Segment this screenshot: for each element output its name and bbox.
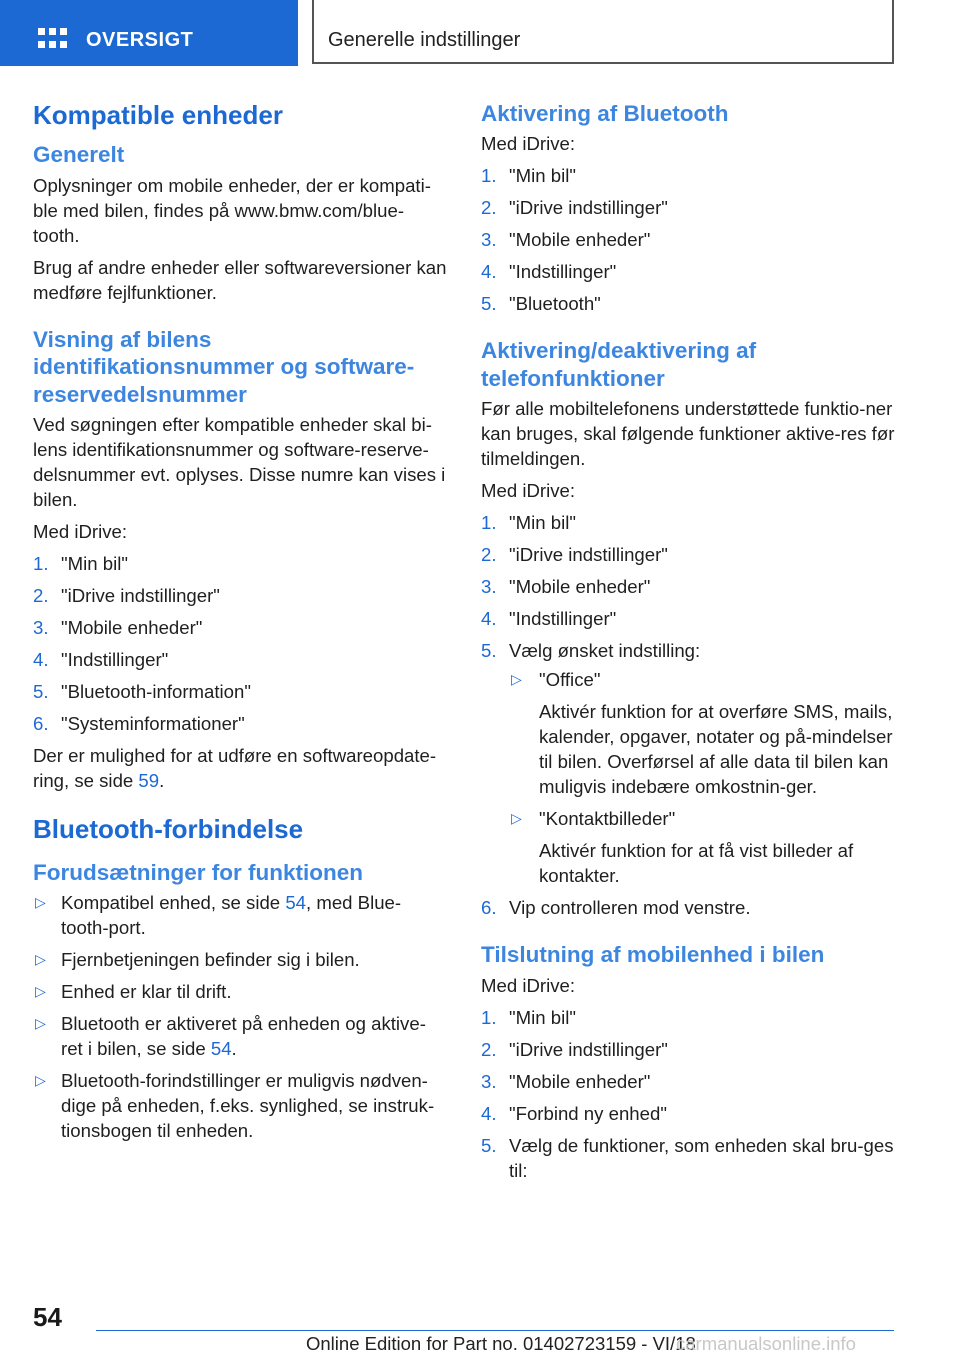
heading-telefonfunktioner: Aktivering/deaktivering af telefonfunktioner bbox=[481, 338, 757, 391]
list-item: ▷ Bluetooth-forindstillinger er muligvis nødven-dige på enheden, f.eks. synlighed, se instruk-tionsbogen til enheden. bbox=[35, 1070, 435, 1142]
option-description: Aktivér funktion for at få vist billeder af kontakter. bbox=[539, 840, 854, 887]
page-link[interactable]: 54 bbox=[210, 1038, 232, 1060]
triangle-bullet-icon: ▷ bbox=[35, 894, 46, 911]
list-item: 4. "Indstillinger" bbox=[33, 648, 169, 670]
page-number: 54 bbox=[33, 1302, 62, 1332]
paragraph: Der er mulighed for at udføre en softwareopdate-ring, se side 59. bbox=[33, 744, 437, 791]
list-item: 1. "Min bil" bbox=[481, 165, 576, 187]
paragraph: Ved søgningen efter kompatible enheder skal bi-lens identifikationsnummer og software-reserve-delsnummer evt. oplyses. Disse numre kan vises i bilen. bbox=[33, 413, 446, 510]
top-navigation bbox=[0, 0, 960, 66]
section-tab[interactable] bbox=[312, 0, 894, 64]
right-column bbox=[481, 100, 897, 1190]
list-item: ▷ Bluetooth er aktiveret på enheden og aktive-ret i bilen, se side 54. bbox=[35, 1013, 426, 1060]
list-item: 3. "Mobile enheder" bbox=[481, 576, 651, 598]
list-item: 2. "iDrive indstillinger" bbox=[481, 1038, 668, 1060]
list-item: 6. "Systeminformationer" bbox=[33, 712, 245, 734]
section-label: Generelle indstillinger bbox=[328, 29, 521, 51]
list-item: 3. "Mobile enheder" bbox=[33, 616, 203, 638]
heading-forudsaetninger: Forudsætninger for funktionen bbox=[33, 859, 363, 885]
paragraph: Med iDrive: bbox=[481, 480, 576, 502]
page-link[interactable]: 54 bbox=[285, 892, 306, 914]
list-item: 1. "Min bil" bbox=[481, 1006, 576, 1028]
paragraph: Med iDrive: bbox=[481, 974, 576, 996]
steps-list-aktivering bbox=[481, 163, 897, 316]
overview-tab[interactable] bbox=[0, 0, 298, 66]
list-item: 5. "Bluetooth" bbox=[481, 293, 601, 315]
heading-aktivering: Aktivering af Bluetooth bbox=[481, 101, 729, 126]
paragraph: Før alle mobiltelefonens understøttede funktio-ner kan bruges, skal følgende funktioner aktive-res før tilmeldingen. bbox=[481, 398, 895, 470]
list-item: 1. "Min bil" bbox=[33, 552, 128, 574]
paragraph: Oplysninger om mobile enheder, der er kompati-ble med bilen, findes på www.bmw.com/blue-tooth. bbox=[33, 174, 431, 246]
triangle-bullet-icon: ▷ bbox=[511, 810, 522, 827]
list-item: 3. "Mobile enheder" bbox=[481, 229, 651, 251]
steps-list-tilslutning bbox=[481, 1005, 897, 1183]
triangle-bullet-icon: ▷ bbox=[35, 1072, 46, 1089]
list-item: 4. "Indstillinger" bbox=[481, 261, 617, 283]
edition-text: Online Edition for Part no. 01402723159 - VI/18 bbox=[306, 1333, 696, 1354]
list-item: 2. "iDrive indstillinger" bbox=[481, 544, 668, 566]
list-item: 5. "Bluetooth-information" bbox=[33, 680, 251, 702]
section-title-bluetooth: Bluetooth-forbindelse bbox=[33, 813, 304, 844]
list-item: ▷ Kompatibel enhed, se side 54, med Blue-tooth-port. bbox=[35, 892, 402, 939]
footer-divider bbox=[96, 1330, 894, 1331]
steps-list-telefon bbox=[481, 510, 897, 920]
heading-tilslutning: Tilslutning af mobilenhed i bilen bbox=[481, 942, 825, 968]
heading-visning: Visning af bilens identifikationsnummer og software-reservedelsnummer bbox=[33, 326, 415, 407]
option-item-kontaktbilleder: ▷ "Kontaktbilleder" Aktivér funktion for at få vist billeder af kontakter. bbox=[509, 806, 897, 888]
list-item: 2. "iDrive indstillinger" bbox=[481, 197, 668, 219]
list-item: 2. "iDrive indstillinger" bbox=[33, 584, 220, 606]
list-item: ▷ Enhed er klar til drift. bbox=[35, 981, 232, 1003]
option-description: Aktivér funktion for at overføre SMS, mails, kalender, opgaver, notater og på-mindelser til bilen. Overførsel af alle data til bilen kan muligvis indebære omkostnin-ger. bbox=[539, 701, 893, 798]
list-item: 5. Vælg de funktioner, som enheden skal bru-ges til: bbox=[481, 1134, 894, 1181]
triangle-bullet-icon: ▷ bbox=[35, 1015, 46, 1032]
list-item: 3. "Mobile enheder" bbox=[481, 1070, 651, 1092]
heading-generelt: Generelt bbox=[33, 142, 125, 168]
watermark: carmanualsonline.info bbox=[676, 1333, 856, 1354]
triangle-bullet-icon: ▷ bbox=[35, 983, 46, 1000]
page-link[interactable]: 59 bbox=[138, 769, 160, 791]
page-title: Kompatible enheder bbox=[33, 100, 283, 130]
option-item-office: ▷ "Office" Aktivér funktion for at overføre SMS, mails, kalender, opgaver, notater og på-mindelser til bilen. Overførsel af alle data til bilen kan muligvis indebære omkostnin-ger. bbox=[509, 667, 897, 799]
list-item: 4. "Forbind ny enhed" bbox=[481, 1102, 667, 1124]
triangle-bullet-icon: ▷ bbox=[511, 671, 522, 688]
paragraph: Med iDrive: bbox=[481, 133, 576, 155]
requirements-list bbox=[33, 890, 447, 1143]
paragraph: Brug af andre enheder eller softwareversioner kan medføre fejlfunktioner. bbox=[33, 256, 447, 303]
option-list bbox=[509, 667, 897, 888]
steps-list-visning bbox=[33, 551, 447, 736]
list-item: 1. "Min bil" bbox=[481, 512, 576, 534]
list-item: ▷ Fjernbetjeningen befinder sig i bilen. bbox=[35, 949, 360, 971]
overview-label: OVERSIGT bbox=[86, 29, 194, 51]
list-item: 4. "Indstillinger" bbox=[481, 608, 617, 630]
triangle-bullet-icon: ▷ bbox=[35, 951, 46, 968]
list-item: 6. Vip controlleren mod venstre. bbox=[481, 897, 751, 919]
list-item: 5. Vælg ønsket indstilling: ▷ "Office" Aktivér funktion for at overføre SMS, mails, kalender, opgaver, notater og på-mindelser til bilen. Overførsel af alle data til bilen kan muligvis indebære omkostnin-ger. ▷ "Kontaktbilleder" Aktivér funktion for at få vist billeder af kontakter. bbox=[481, 638, 897, 888]
paragraph: Med iDrive: bbox=[33, 520, 128, 542]
grid-icon bbox=[38, 28, 68, 52]
left-column bbox=[33, 100, 447, 1150]
